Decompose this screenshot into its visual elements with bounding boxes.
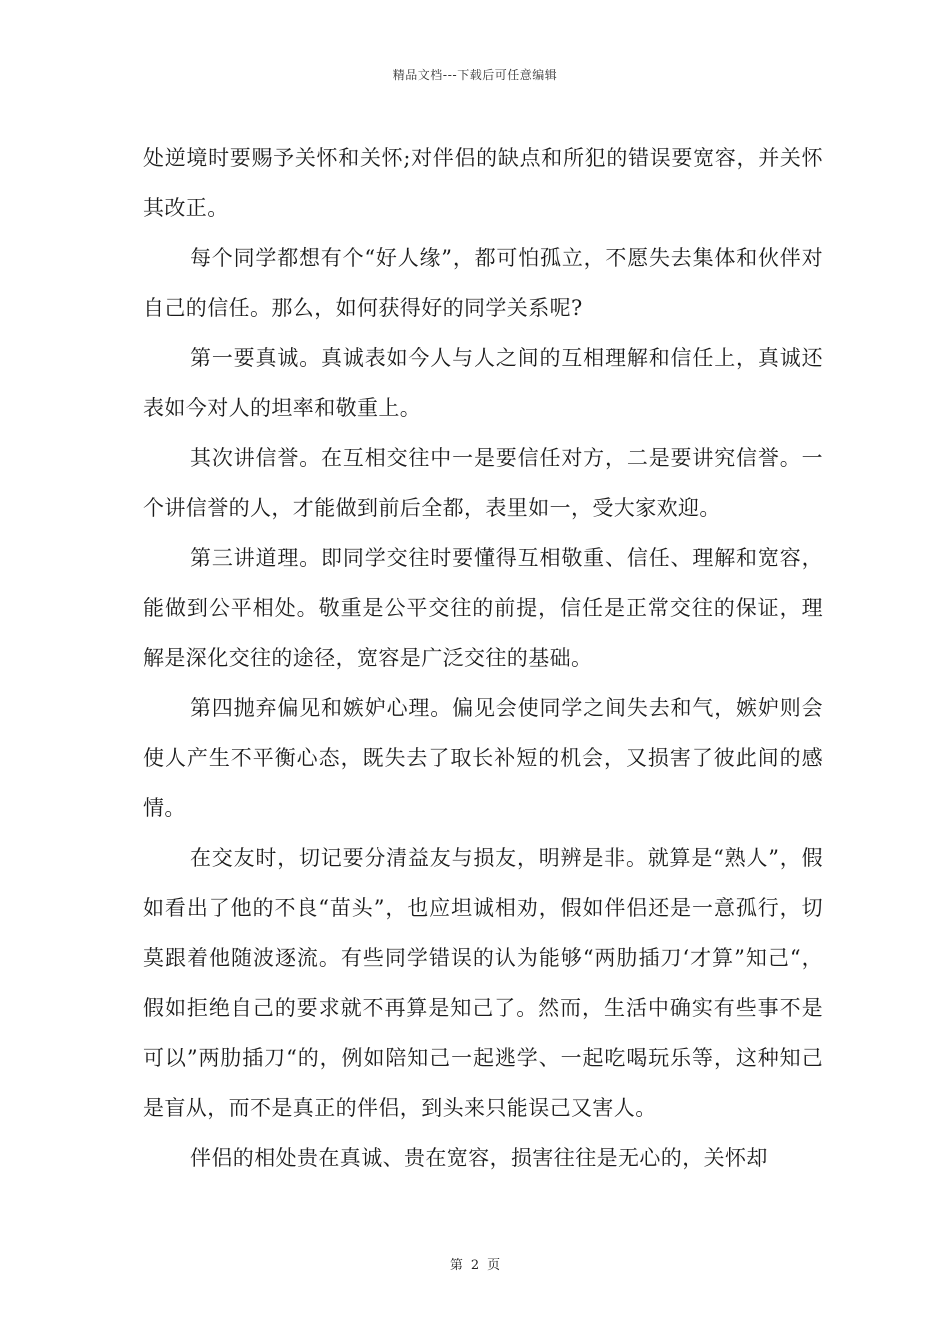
page-header: 精品文档---下载后可任意编辑 bbox=[392, 68, 558, 82]
page-number-suffix: 页 bbox=[487, 1258, 501, 1273]
page-number: 2 bbox=[470, 1258, 480, 1273]
page-footer bbox=[0, 1254, 950, 1273]
paragraph: 处逆境时要赐予关怀和关怀;对伴侣的缺点和所犯的错误要宽容，并关怀其改正。 bbox=[143, 146, 823, 220]
document-body bbox=[143, 133, 823, 1183]
paragraph: 其次讲信誉。在互相交往中一是要信任对方，二是要讲究信誉。一个讲信誉的人，才能做到前后全都，表里如一，受大家欢迎。 bbox=[143, 446, 823, 520]
paragraph: 伴侣的相处贵在真诚、贵在宽容，损害往往是无心的，关怀却 bbox=[190, 1146, 768, 1170]
paragraph: 第四抛弃偏见和嫉妒心理。偏见会使同学之间失去和气，嫉妒则会使人产生不平衡心态，既失去了取长补短的机会，又损害了彼此间的感情。 bbox=[143, 696, 823, 820]
paragraph: 第一要真诚。真诚表如今人与人之间的互相理解和信任上，真诚还表如今对人的坦率和敬重上。 bbox=[143, 346, 823, 420]
paragraph: 每个同学都想有个“好人缘”，都可怕孤立，不愿失去集体和伙伴对自己的信任。那么，如何获得好的同学关系呢? bbox=[143, 246, 823, 320]
page-number-prefix: 第 bbox=[449, 1258, 463, 1273]
paragraph: 第三讲道理。即同学交往时要懂得互相敬重、信任、理解和宽容，能做到公平相处。敬重是公平交往的前提，信任是正常交往的保证，理解是深化交往的途径，宽容是广泛交往的基础。 bbox=[143, 546, 823, 670]
paragraph: 在交友时，切记要分清益友与损友，明辨是非。就算是“熟人”，假如看出了他的不良“苗头”，也应坦诚相劝，假如伴侣还是一意孤行，切莫跟着他随波逐流。有些同学错误的认为能够“两肋插刀‘才算”知己“，假如拒绝自己的要求就不再算是知己了。然而，生活中确实有些事不是可以”两肋插刀“的，例如陪知己一起逃学、一起吃喝玩乐等，这种知己是盲从，而不是真正的伴侣，到头来只能误己又害人。 bbox=[143, 846, 823, 1120]
